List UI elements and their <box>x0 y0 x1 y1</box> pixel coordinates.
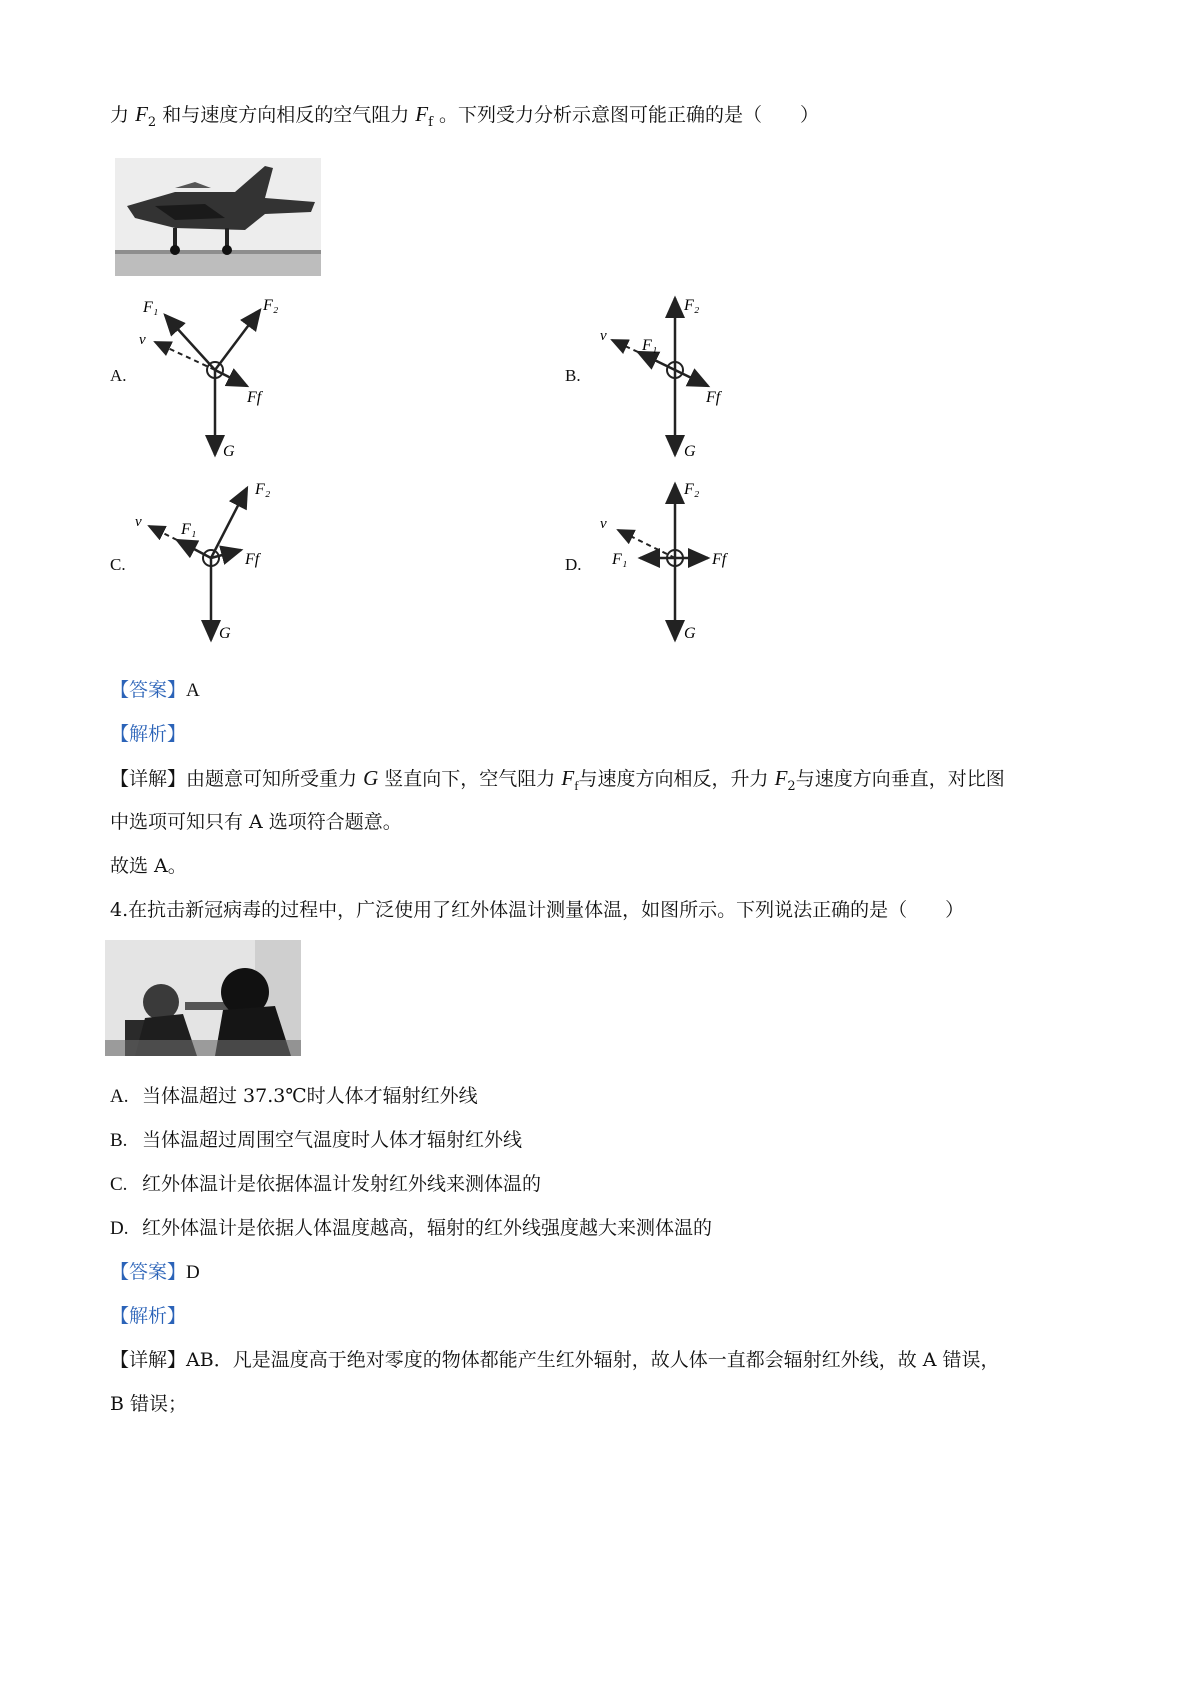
diagram-c-f2-arrow <box>211 488 247 558</box>
diagram-b <box>600 290 780 475</box>
diagram-b-v-arrow <box>612 340 638 352</box>
diagram-b-g-label: G <box>684 443 696 460</box>
diagram-d-ff-label: Ff <box>712 551 727 568</box>
diagram-a-f1-label: F₁ <box>143 299 159 316</box>
q3-stem-f2-sub: 2 <box>147 115 157 130</box>
q4-choice-a-text: 当体温超过 37.3℃时人体才辐射红外线 <box>142 1085 478 1107</box>
q4-choice-c-label: C. <box>110 1174 128 1195</box>
diagram-c-f1-label: F₁ <box>181 521 197 538</box>
infrared-thermometer-photo <box>105 940 301 1056</box>
q4-stem: 4.在抗击新冠病毒的过程中，广泛使用了红外体温计测量体温，如图所示。下列说法正确的是（ ） <box>110 899 965 921</box>
q3-stem-prefix: 力 <box>110 104 130 126</box>
diagram-a-f2-label: F₂ <box>263 297 279 314</box>
q4-analysis <box>110 1302 186 1330</box>
q4-choice-a-label: A. <box>110 1086 129 1107</box>
diagram-c <box>135 478 315 658</box>
diagram-b-f2-label: F₂ <box>684 297 700 314</box>
q3-stem-ff: F <box>415 102 429 126</box>
infrared-thermometer-illustration <box>105 940 301 1056</box>
q4-choice-b-label: B. <box>110 1130 128 1151</box>
q3-detail-bracket: 【详解】 <box>110 768 187 790</box>
option-b-label: B. <box>565 366 581 385</box>
diagram-a-f1-arrow <box>165 315 215 370</box>
q4-choice-d-label: D. <box>110 1218 129 1239</box>
diagram-b-v-label: v <box>600 328 607 344</box>
q3-answer-bracket: 【答案】 <box>110 679 187 701</box>
q4-choice-c <box>110 1170 541 1199</box>
diagram-a-g-label: G <box>223 443 235 460</box>
q3-detail-line1 <box>110 764 1005 801</box>
diagram-b-f1-label: F₁ <box>642 337 658 354</box>
q4-choice-d-text: 红外体温计是依据人体温度越高，辐射的红外线强度越大来测体温的 <box>142 1217 713 1239</box>
q3-detail-f2-sub: 2 <box>787 779 796 794</box>
fighter-jet-illustration <box>115 158 321 276</box>
q4-choice-c-text: 红外体温计是依据体温计发射红外线来测体温的 <box>142 1173 542 1195</box>
q3-stem <box>110 100 819 137</box>
diagram-b-f1-arrow <box>638 352 675 370</box>
q3-detail-text-c: 与速度方向相反，升力 <box>578 768 769 790</box>
diagram-c-f2-label: F₂ <box>255 481 271 498</box>
q4-detail-line1 <box>110 1346 1000 1374</box>
diagram-b-ff-arrow <box>675 370 708 386</box>
q3-stem-f2: F <box>135 102 148 126</box>
q4-choice-b <box>110 1126 522 1155</box>
q3-analysis-bracket: 【解析】 <box>110 723 187 745</box>
diagram-b-ff-label: Ff <box>706 389 721 406</box>
q4-answer <box>110 1258 200 1287</box>
diagram-d-f2-label: F₂ <box>684 481 700 498</box>
diagram-d <box>600 478 780 658</box>
q3-detail-text-d: 与速度方向垂直，对比图 <box>795 768 1005 790</box>
q3-detail-g: G <box>363 766 379 790</box>
q3-analysis <box>110 720 186 748</box>
q3-detail-ff: F <box>561 766 575 790</box>
diagram-d-v-label: v <box>600 516 607 532</box>
q3-stem-mid: 和与速度方向相反的空气阻力 <box>162 104 410 126</box>
q3-detail-ff-sub: f <box>574 778 579 793</box>
q3-detail-line2: 中选项可知只有 A 选项符合题意。 <box>110 811 402 833</box>
option-a-label: A. <box>110 366 127 385</box>
diagram-a-v-arrow <box>155 342 215 370</box>
q4-detail-text: AB．凡是温度高于绝对零度的物体都能产生红外辐射，故人体一直都会辐射红外线，故 A 错误， <box>186 1349 1000 1371</box>
q4-analysis-bracket: 【解析】 <box>110 1305 187 1327</box>
q3-detail-text-a: 由题意可知所受重力 <box>186 768 358 790</box>
q3-conclusion: 故选 A。 <box>110 855 187 877</box>
diagram-c-v-label: v <box>135 514 142 530</box>
diagram-a <box>135 290 315 475</box>
diagram-d-g-label: G <box>684 625 696 642</box>
diagram-c-f1-arrow <box>177 540 211 558</box>
q3-detail-text-b: 竖直向下，空气阻力 <box>384 768 556 790</box>
q3-answer-value: A <box>186 680 200 701</box>
diagram-a-v-label: v <box>139 332 146 348</box>
option-c-label: C. <box>110 555 126 574</box>
q4-detail-bracket: 【详解】 <box>110 1349 187 1371</box>
q4-choice-d <box>110 1214 712 1243</box>
q4-detail-line2: B 错误； <box>110 1393 188 1415</box>
q4-answer-value: D <box>186 1262 200 1283</box>
diagram-d-f1-label: F₁ <box>612 551 628 568</box>
option-d-label: D. <box>565 555 582 574</box>
q3-stem-ff-sub: f <box>428 115 433 130</box>
q4-choice-b-text: 当体温超过周围空气温度时人体才辐射红外线 <box>142 1129 523 1151</box>
diagram-c-g-label: G <box>219 625 231 642</box>
diagram-a-ff-arrow <box>215 370 247 386</box>
diagram-a-ff-label: Ff <box>247 389 262 406</box>
diagram-c-ff-label: Ff <box>245 551 260 568</box>
diagram-c-v-arrow <box>149 526 177 540</box>
q3-answer <box>110 676 200 705</box>
q4-choice-a <box>110 1082 478 1111</box>
q3-detail-f2: F <box>774 766 788 790</box>
fighter-jet-photo <box>115 158 321 276</box>
q3-stem-suffix: 。下列受力分析示意图可能正确的是（ ） <box>438 104 819 126</box>
q4-answer-bracket: 【答案】 <box>110 1261 187 1283</box>
diagram-a-f2-arrow <box>215 310 260 370</box>
